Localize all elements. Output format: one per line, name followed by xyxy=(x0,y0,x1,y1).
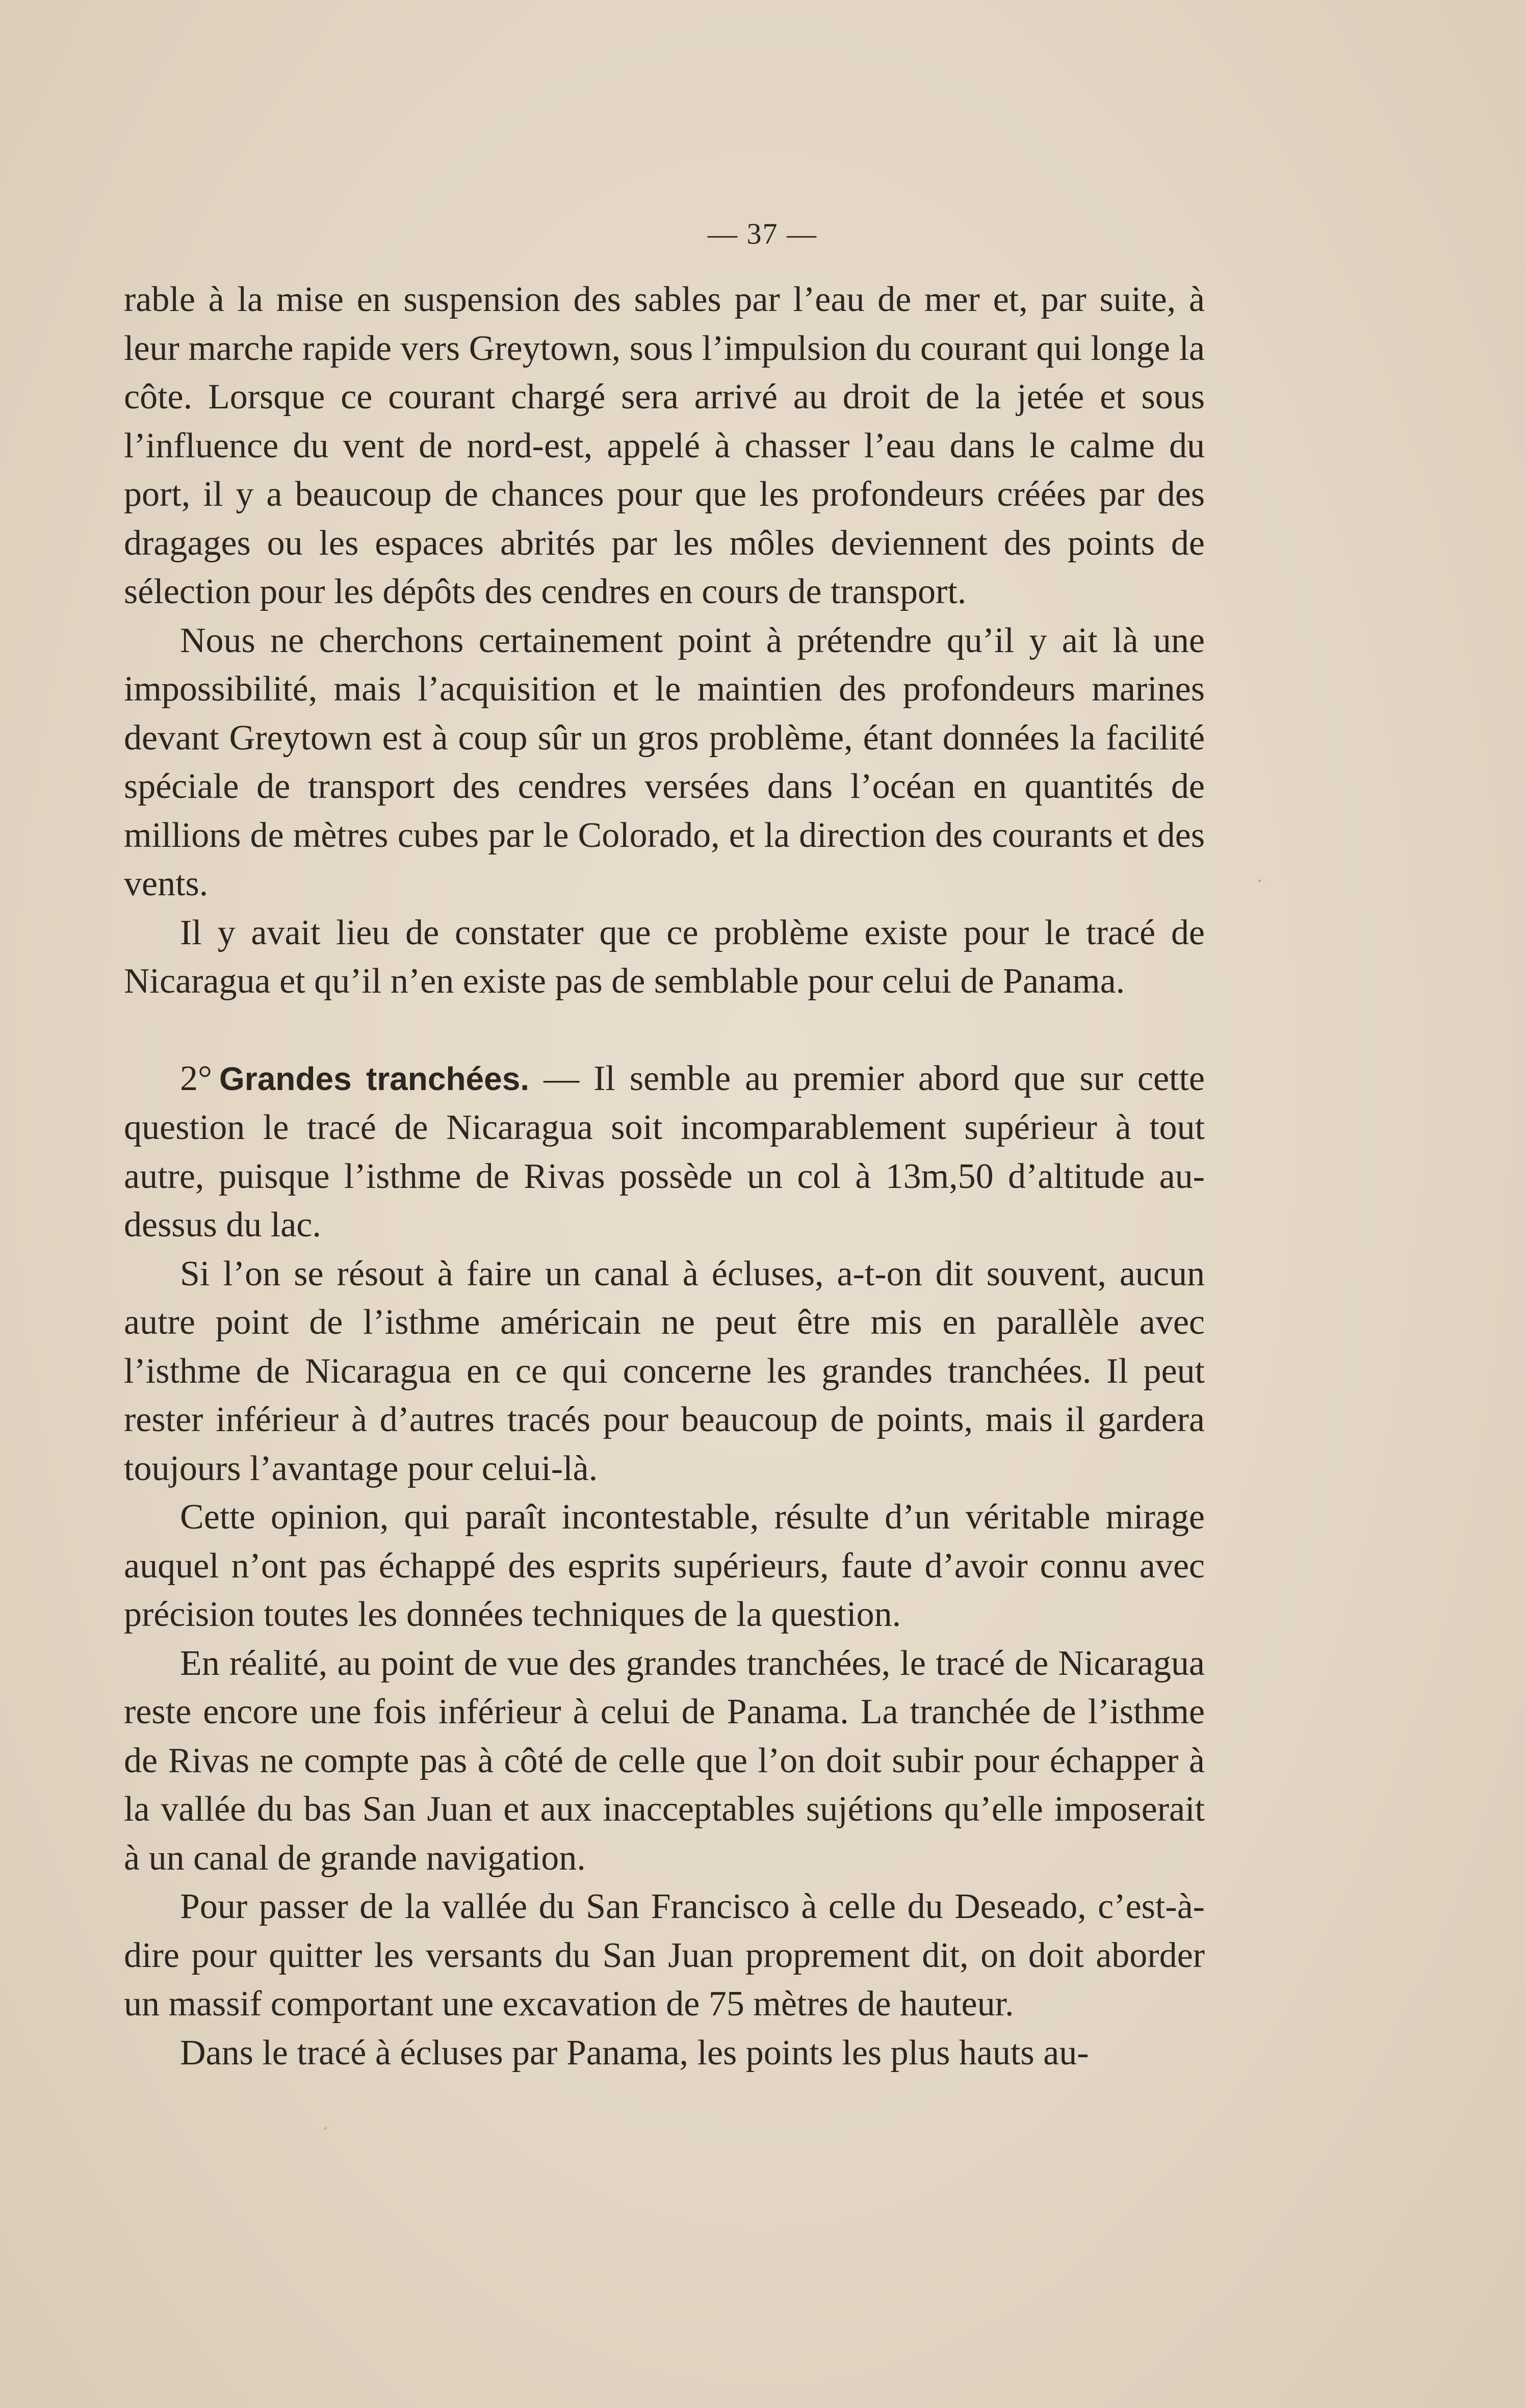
paragraph-4-text: — Il semble au premier abord que sur cette question le tracé de Nicaragua soit incomparablement supérieur à tout autre, puisque l’isthme de Rivas possède un col à 13m,50 d’altitude au-dessus du lac. xyxy=(124,1058,1205,1245)
paragraph-9: Dans le tracé à écluses par Panama, les points les plus hauts au- xyxy=(180,2033,1089,2073)
body-text xyxy=(124,275,1205,2077)
paragraph-1: rable à la mise en suspension des sables par l’eau de mer et, par suite, à leur marche rapide vers Greytown, sous l’impulsion du courant qui longe la côte. Lorsque ce courant chargé sera arrivé au droit de la jetée et sous l’influence du vent de nord-est, appelé à chasser l’eau dans le calme du port, il y a beaucoup de chances pour que les profondeurs créées par des dragages ou les espaces abrités par les môles deviennent des points de sélection pour les dépôts des cendres en cours de transport. xyxy=(124,280,1205,611)
paragraph-8: Pour passer de la vallée du San Francisco à celle du Deseado, c’est-à-dire pour quitter les versants du San Juan proprement dit, on doit aborder un massif comportant une excavation de 75 mètres de hauteur. xyxy=(124,1887,1205,2024)
section-heading: Grandes tranchées. xyxy=(219,1060,530,1097)
section-number: 2° xyxy=(180,1058,212,1098)
paragraph-5: Si l’on se résout à faire un canal à écluses, a-t-on dit souvent, aucun autre point de l’isthme américain ne peut être mis en parallèle avec l’isthme de Nicaragua en ce qui concerne les grandes tranchées. Il peut rester inférieur à d’autres tracés pour beaucoup de points, mais il gardera toujours l’avantage pour celui-là. xyxy=(124,1254,1205,1488)
paragraph-3: Il y avait lieu de constater que ce problème existe pour le tracé de Nicaragua et qu’il n’en existe pas de semblable pour celui de Panama. xyxy=(124,913,1205,1001)
paper-speck xyxy=(324,2127,327,2130)
page-number: — 37 — xyxy=(708,217,817,250)
paragraph-2: Nous ne cherchons certainement point à prétendre qu’il y ait là une impossibilité, mais l’acquisition et le maintien des profondeurs marines devant Greytown est à coup sûr un gros problème, étant données la facilité spéciale de transport des cendres versées dans l’océan en quantités de millions de mètres cubes par le Colorado, et la direction des courants et des vents. xyxy=(124,620,1205,903)
section-gap xyxy=(124,1006,1205,1054)
paper-speck xyxy=(1258,879,1261,882)
paragraph-7: En réalité, au point de vue des grandes tranchées, le tracé de Nicaragua reste encore une fois inférieur à celui de Panama. La tranchée de l’isthme de Rivas ne compte pas à côté de celle que l’on doit subir pour échapper à la vallée du bas San Juan et aux inacceptables sujétions qu’elle imposerait à un canal de grande navigation. xyxy=(124,1643,1205,1878)
paragraph-4 xyxy=(124,1054,1205,1250)
paragraph-6: Cette opinion, qui paraît incontestable, résulte d’un véritable mirage auquel n’ont pas échappé des esprits supérieurs, faute d’avoir connu avec précision toutes les données techniques de la question. xyxy=(124,1497,1205,1634)
